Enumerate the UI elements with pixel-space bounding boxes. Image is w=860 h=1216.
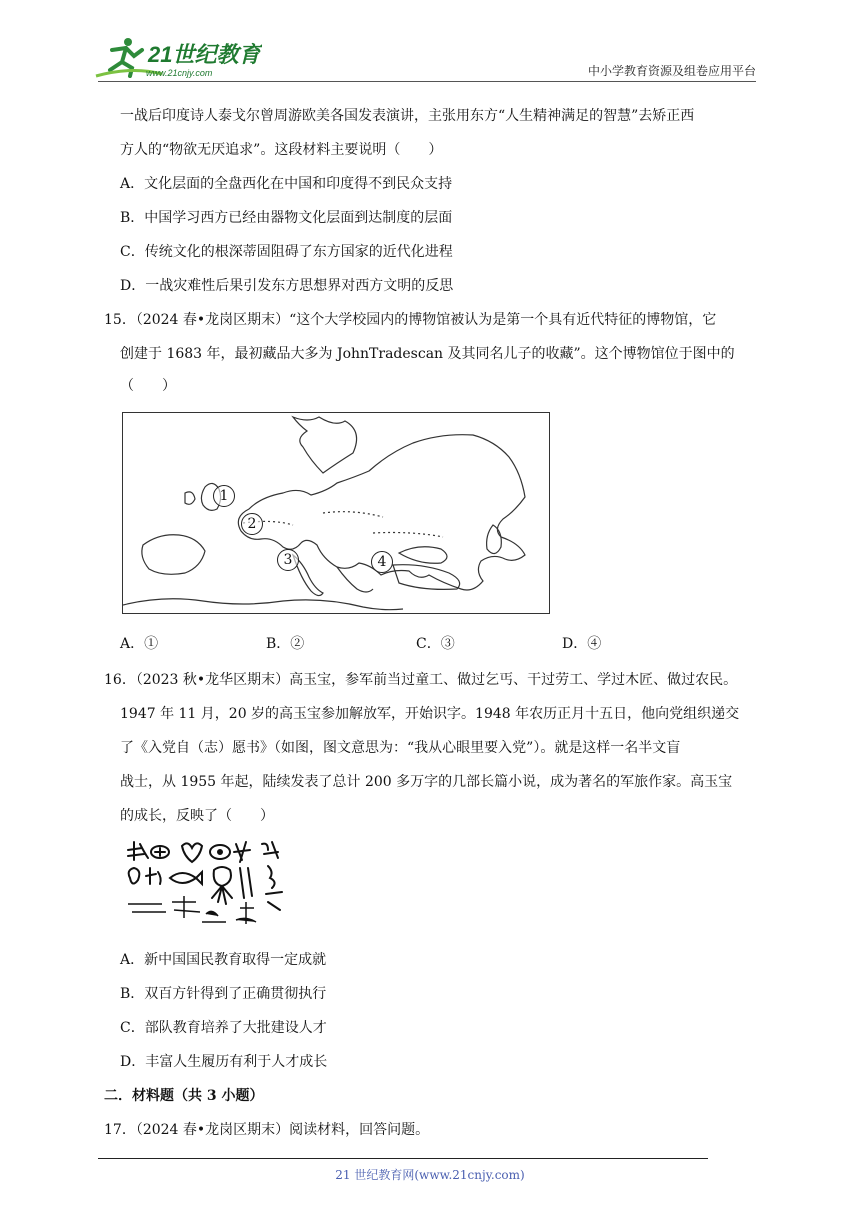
border-line-1 <box>243 512 443 537</box>
q15-text-line1: 15．（2024 春•龙岗区期末）“这个大学校园内的博物馆被认为是第一个具有近代特征的博物馆，它 <box>104 312 717 328</box>
balkans-outline <box>337 567 373 592</box>
q14-text-line2: 方人的“物欲无厌追求”。这段材料主要说明（ ） <box>120 142 443 158</box>
q17-text-line1: 17．（2024 春•龙岗区期末）阅读材料，回答问题。 <box>104 1122 430 1138</box>
q14-option-a[interactable]: A．文化层面的全盘西化在中国和印度得不到民众支持 <box>120 176 453 192</box>
svg-text:21世纪教育: 21世纪教育 <box>148 42 261 67</box>
q16-option-a[interactable]: A．新中国国民教育取得一定成就 <box>120 952 327 968</box>
q15-option-d[interactable]: D．④ <box>562 636 602 652</box>
q15-text-line3: （ ） <box>120 378 176 394</box>
q16-text-line1: 16．（2023 秋•龙华区期末）高玉宝，参军前当过童工、做过乞丐、干过劳工、学过木匠、做过农民。 <box>104 672 738 688</box>
q14-text-line1: 一战后印度诗人泰戈尔曾周游欧美各国发表演讲，主张用东方“人生精神满足的智慧”去矫正西 <box>120 108 695 124</box>
q16-text-line3: 了《入党自（志）愿书》（如图，图文意思为：“我从心眼里要入党”）。就是这样一名半文盲 <box>120 740 681 756</box>
q15-option-a[interactable]: A．① <box>120 636 159 652</box>
q15-option-b[interactable]: B．② <box>266 636 305 652</box>
caspian-outline <box>487 525 502 554</box>
scandinavia-outline <box>293 417 357 473</box>
map-marker-4[interactable]: 4 <box>371 551 393 573</box>
platform-label: 中小学教育资源及组卷应用平台 <box>587 64 756 78</box>
q16-option-b[interactable]: B．双百方针得到了正确贯彻执行 <box>120 986 327 1002</box>
q15-text-line2: 创建于 1683 年，最初藏品大多为 JohnTradescan 及其同名儿子的收藏”。这个博物馆位于图中的 <box>120 346 735 362</box>
africa-coast-outline <box>123 599 403 610</box>
map-marker-1[interactable]: 1 <box>213 485 235 507</box>
black-sea-outline <box>399 547 447 564</box>
site-logo <box>92 36 262 80</box>
section-heading: 二．材料题（共 3 小题） <box>104 1088 264 1104</box>
map-marker-2[interactable]: 2 <box>241 513 263 535</box>
map-marker-3[interactable]: 3 <box>277 549 299 571</box>
handwritten-application-image <box>122 838 302 928</box>
q16-text-line4: 战士，从 1955 年起，陆续发表了总计 200 多万字的几部长篇小说，成为著名的军旅作家。高玉宝 <box>120 774 733 790</box>
q14-option-d[interactable]: D．一战灾难性后果引发东方思想界对西方文明的反思 <box>120 278 454 294</box>
footer-link[interactable]: 21 世纪教育网(www.21cnjy.com) <box>335 1168 525 1182</box>
anatolia-outline <box>393 565 460 590</box>
q16-text-line2: 1947 年 11 月，20 岁的高玉宝参加解放军，开始识字。1948 年农历正月十五日，他向党组织递交 <box>120 706 740 722</box>
ireland-outline <box>185 492 195 504</box>
q14-option-c[interactable]: C．传统文化的根深蒂固阻碍了东方国家的近代化进程 <box>120 244 453 260</box>
footer-divider <box>98 1158 708 1159</box>
q15-option-c[interactable]: C．③ <box>416 636 455 652</box>
q16-option-c[interactable]: C．部队教育培养了大批建设人才 <box>120 1020 327 1036</box>
q16-option-d[interactable]: D．丰富人生履历有利于人才成长 <box>120 1054 328 1070</box>
q14-option-b[interactable]: B．中国学习西方已经由器物文化层面到达制度的层面 <box>120 210 453 226</box>
header-divider <box>98 81 756 82</box>
iberia-outline <box>142 535 205 575</box>
q16-text-line5: 的成长，反映了（ ） <box>120 808 274 824</box>
svg-text:www.21cnjy.com: www.21cnjy.com <box>146 68 213 78</box>
europe-map <box>122 412 550 614</box>
